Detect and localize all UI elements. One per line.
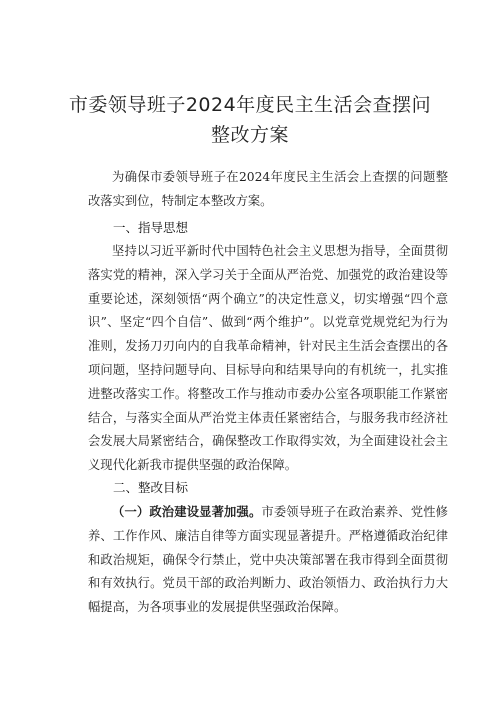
section1-body: 坚持以习近平新时代中国特色社会主义思想为指导，全面贯彻落实党的精神，深入学习关于全面从严治党、加强党的政治建设等重要论述，深刻领悟“两个确立”的决定性意义，切实增强“四个意识”、坚定“四个自信”、做到“两个维护”。以党章党规党纪为行为准则，发扬刀刃向内的自我革命精神，针对民主生活会查摆出的各项问题，坚持问题导向、目标导向和结果导向的有机统一，扎实推进整改落实工作。将整改工作与推动市委办公室各项职能工作紧密结合，与落实全面从严治党主体责任紧密结合，与服务我市经济社会发展大局紧密结合，确保整改工作取得实效，为全面建设社会主义现代化新我市提供坚强的政治保障。: [88, 244, 448, 473]
section2-item1-label: （一）政治建设显著加强。: [112, 505, 262, 519]
section2-item1-body: 市委领导班子在政治素养、党性修养、工作作风、廉洁自律等方面实现显著提升。严格遵循政治纪律和政治规矩，确保令行禁止，党中央决策部署在我市得到全面贯彻和有效执行。党员干部的政治判断力、政治领悟力、政治执行力大幅提高，为各项事业的发展提供坚强政治保障。: [88, 505, 448, 615]
section1-heading: 一、指导思想: [113, 220, 189, 235]
section2-item1: [88, 501, 448, 620]
intro-paragraph: 为确保市委领导班子在2024年度民主生活会上查摆的问题整改落实到位，特制定本整改方案。: [88, 170, 448, 208]
document-title-line1: 市委领导班子2024年度民主生活会查摆问: [68, 94, 432, 116]
section2-heading: 二、整改目标: [113, 480, 189, 495]
document-title-line2: 整改方案: [210, 124, 289, 146]
